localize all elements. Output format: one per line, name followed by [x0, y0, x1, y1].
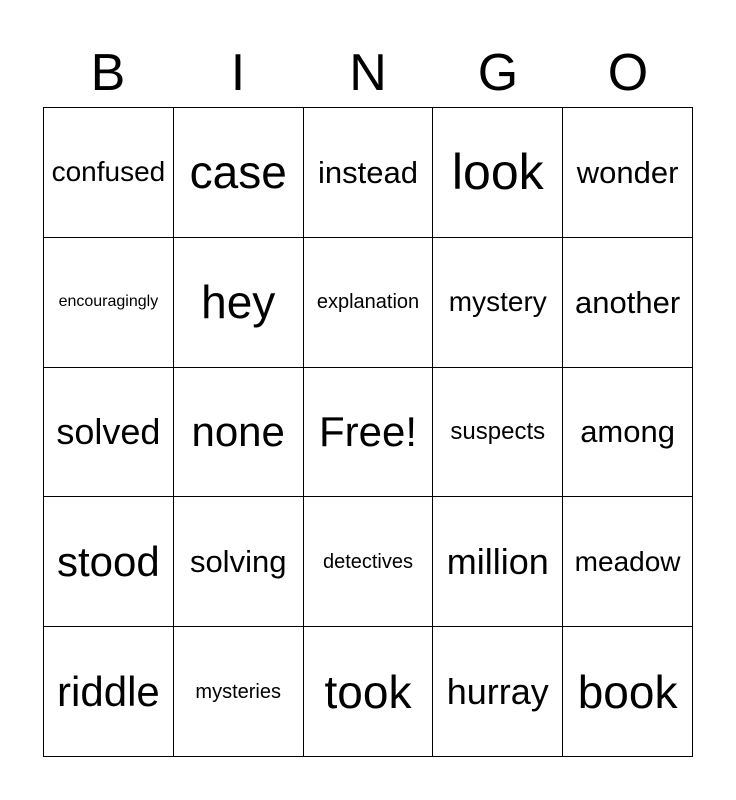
- header-letter-g: G: [477, 44, 519, 102]
- bingo-cell[interactable]: mysteries: [174, 627, 304, 757]
- bingo-cell[interactable]: hey: [174, 238, 304, 368]
- bingo-cell[interactable]: none: [174, 368, 304, 498]
- bingo-cell[interactable]: explanation: [304, 238, 434, 368]
- bingo-cell[interactable]: case: [174, 108, 304, 238]
- bingo-header: [43, 40, 693, 106]
- header-letter-i: I: [230, 44, 246, 102]
- bingo-cell[interactable]: suspects: [433, 368, 563, 498]
- bingo-cell[interactable]: meadow: [563, 497, 693, 627]
- bingo-cell[interactable]: took: [304, 627, 434, 757]
- bingo-cell[interactable]: wonder: [563, 108, 693, 238]
- bingo-cell[interactable]: riddle: [44, 627, 174, 757]
- bingo-cell[interactable]: book: [563, 627, 693, 757]
- header-letter-n: N: [349, 44, 387, 102]
- bingo-cell[interactable]: encouragingly: [44, 238, 174, 368]
- bingo-card-grid: [43, 107, 693, 757]
- bingo-cell[interactable]: mystery: [433, 238, 563, 368]
- bingo-cell[interactable]: confused: [44, 108, 174, 238]
- bingo-cell[interactable]: hurray: [433, 627, 563, 757]
- bingo-cell[interactable]: detectives: [304, 497, 434, 627]
- header-letter-b: B: [90, 44, 126, 102]
- bingo-cell[interactable]: solved: [44, 368, 174, 498]
- bingo-cell[interactable]: million: [433, 497, 563, 627]
- bingo-cell[interactable]: instead: [304, 108, 434, 238]
- bingo-cell[interactable]: solving: [174, 497, 304, 627]
- header-letter-o: O: [607, 44, 649, 102]
- bingo-cell[interactable]: among: [563, 368, 693, 498]
- bingo-cell[interactable]: stood: [44, 497, 174, 627]
- bingo-cell[interactable]: look: [433, 108, 563, 238]
- free-space[interactable]: Free!: [304, 368, 434, 498]
- bingo-cell[interactable]: another: [563, 238, 693, 368]
